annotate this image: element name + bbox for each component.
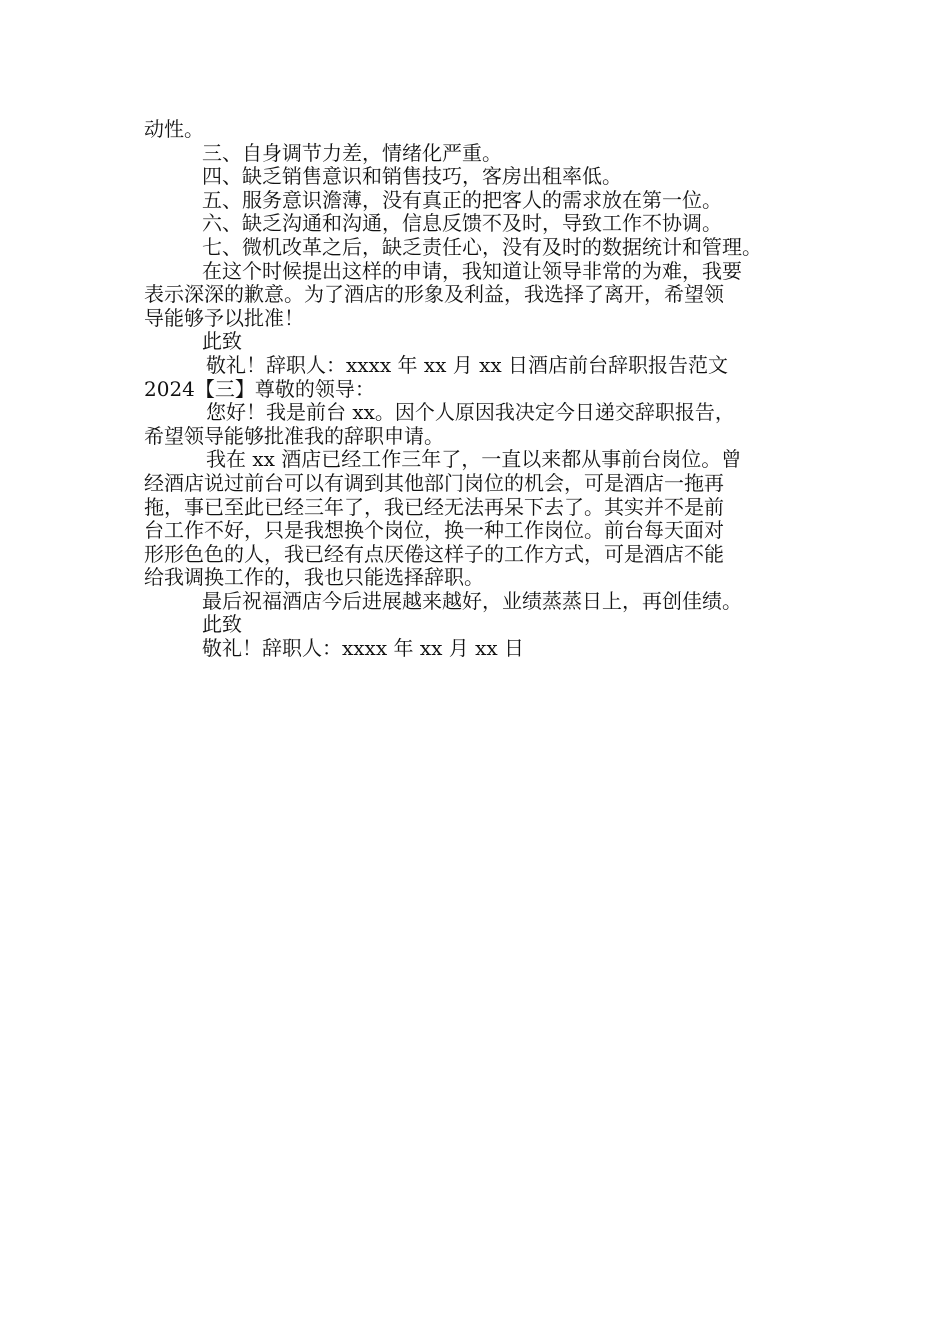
list-item: 四、缺乏销售意识和销售技巧，客房出租率低。	[202, 164, 622, 189]
list-item: 五、服务意识澹薄，没有真正的把客人的需求放在第一位。	[202, 187, 722, 212]
paragraph-line: 台工作不好，只是我想换个岗位，换一种工作岗位。前台每天面对	[144, 518, 724, 543]
list-item: 七、微机改革之后，缺乏责任心，没有及时的数据统计和管理。	[202, 234, 762, 259]
document-body	[144, 118, 824, 661]
signature-line: 敬礼！辞职人：xxxx 年 xx 月 xx 日	[202, 636, 525, 661]
paragraph-line: 导能够予以批准！	[144, 305, 304, 330]
paragraph-line: 动性。	[144, 117, 204, 141]
list-item: 三、自身调节力差，情绪化严重。	[202, 140, 502, 165]
closing-line: 此致	[202, 612, 242, 637]
section-heading: 2024【三】尊敬的领导：	[144, 376, 375, 401]
paragraph-line: 表示深深的歉意。为了酒店的形象及利益，我选择了离开，希望领	[144, 282, 724, 307]
paragraph-line: 我在 xx 酒店已经工作三年了，一直以来都从事前台岗位。曾	[206, 447, 742, 472]
list-item: 六、缺乏沟通和沟通，信息反馈不及时，导致工作不协调。	[202, 211, 722, 236]
paragraph-line: 经酒店说过前台可以有调到其他部门岗位的机会，可是酒店一拖再	[144, 470, 724, 495]
paragraph-line: 希望领导能够批准我的辞职申请。	[144, 423, 444, 448]
paragraph-line: 拖，事已至此已经三年了，我已经无法再呆下去了。其实并不是前	[144, 494, 724, 519]
paragraph-line: 在这个时候提出这样的申请，我知道让领导非常的为难，我要	[202, 258, 742, 283]
paragraph-line: 给我调换工作的，我也只能选择辞职。	[144, 565, 484, 590]
signature-line: 敬礼！辞职人：xxxx 年 xx 月 xx 日酒店前台辞职报告范文	[206, 352, 729, 377]
closing-line: 此致	[202, 329, 242, 354]
paragraph-line: 您好！我是前台 xx。因个人原因我决定今日递交辞职报告，	[206, 400, 735, 425]
paragraph-line: 形形色色的人，我已经有点厌倦这样子的工作方式，可是酒店不能	[144, 541, 724, 566]
paragraph-line: 最后祝福酒店今后进展越来越好，业绩蒸蒸日上，再创佳绩。	[202, 588, 742, 613]
